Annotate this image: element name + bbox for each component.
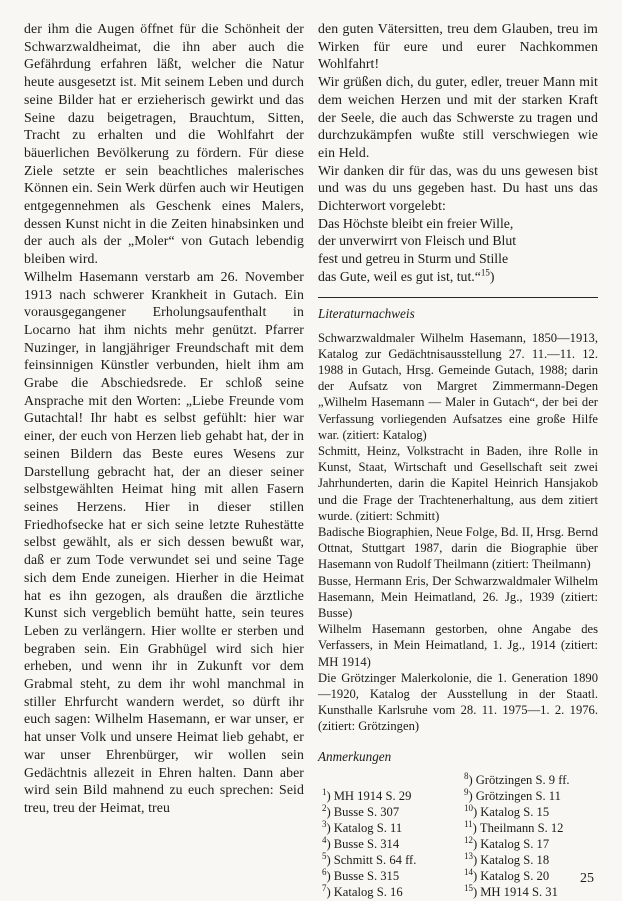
footnote-ref-paren: )	[472, 820, 477, 835]
footnote-ref-paren: )	[326, 804, 331, 819]
footnote-text: Schmitt S. 64 ff.	[333, 852, 417, 867]
poem-line: fest und getreu in Sturm und Stille	[318, 251, 509, 267]
literature-entry: Schmitt, Heinz, Volkstracht in Baden, ihre Rolle in Kunst, Staat, Wirtschaft und Gesellschaft seit zwei Jahrhunderten, darin die Kapitel Heinrich Hansjakob und die Frage der Trachtenerhaltung, aus dem zitiert wurde. (zitiert: Schmitt)	[318, 443, 598, 523]
footnote-ref-paren: )	[326, 852, 331, 867]
footnote-ref-paren: )	[473, 868, 478, 883]
poem-line: der unverwirrt von Fleisch und Blut	[318, 233, 517, 249]
left-column	[24, 20, 304, 900]
footnote-text: Katalog S. 18	[480, 852, 550, 867]
footnote-ref-paren: )	[489, 268, 495, 284]
footnote-ref-paren: )	[468, 788, 473, 803]
footnote-text: MH 1914 S. 29	[333, 788, 412, 803]
footnote-item	[464, 884, 598, 900]
footnote-item	[322, 804, 464, 820]
footnote-ref: 2	[322, 802, 327, 813]
footnote-text: Katalog S. 16	[333, 884, 403, 899]
footnote-ref: 7	[322, 882, 327, 893]
literature-heading: Literaturnachweis	[318, 305, 415, 321]
literature-entry: Die Grötzinger Malerkolonie, die 1. Generation 1890—1920, Katalog der Ausstellung in der Staatl. Kunsthalle Karlsruhe vom 28. 11. 1975—1. 2. 1976. (zitiert: Grötzingen)	[318, 670, 598, 734]
footnote-ref: 8	[464, 770, 469, 781]
footnote-text: Busse S. 314	[333, 836, 400, 851]
footnote-ref-paren: )	[326, 836, 331, 851]
footnote-ref: 14	[464, 866, 473, 877]
literature-entry: Wilhelm Hasemann gestorben, ohne Angabe des Verfassers, in Mein Heimatland, 1. Jg., 1914 (zitiert: MH 1914)	[318, 622, 598, 669]
footnote-ref-paren: )	[326, 884, 331, 899]
footnote-item	[322, 852, 464, 868]
footnote-ref: 3	[322, 818, 327, 829]
literature-entry: Schwarzwaldmaler Wilhelm Hasemann, 1850—1913, Katalog zur Gedächtnisausstellung 27. 11.—11. 12. 1988 in Gutach, Hrsg. Gemeinde Gutach, 1988; darin der Aufsatz von Margret Zimmermann-Degen „Wilhelm Hasemann — Maler in Gutach“, der bei der Verfassung vorliegenden Aufsatzes eine große Hilfe war. (zitiert: Katalog)	[318, 330, 598, 442]
footnote-item	[464, 772, 598, 788]
poem-line: Das Höchste bleibt ein freier Wille,	[318, 215, 514, 231]
footnote-item	[464, 820, 598, 836]
footnote-ref: 15	[480, 267, 490, 278]
footnote-item	[464, 788, 598, 804]
literature-list	[318, 330, 598, 735]
paragraph: Wilhelm Hasemann verstarb am 26. November 1913 nach schwerer Krankheit in Gutach. Ein vorausgegangener Erholungsaufenthalt in Locarno hat ihm nichts mehr genützt. Pfarrer Nuzinger, in langjähriger Freundschaft mit dem feinsinnigen Künstler verbunden, hielt ihm am Grabe die Abschiedsrede. Er schloß seine Ansprache mit den Worten: „Liebe Freunde vom Gutachtal! Ihr habt es selbst gefühlt: hier war einer, der euch von Herzen lieb gehabt hat, der in seinen Bildern das Beste eures Wesens zur Darstellung gebracht hat, der an dieser seiner selbstgewählten Heimat hing mit allen Fasern seines Herzens. Hier in dieser stillen Friedhofsecke hat er sich seine letzte Ruhestätte selbst gewählt, als er sich dessen bewußt war, daß er zum Tode verwundet sei und seine Tage sich dem Ende zuneigen. Hierher in die Heimat hat es ihn gezogen, als draußen die ärztliche Kunst sich vergeblich bemüht hatte, sein teures Leben zu verlängern. Hier wollte er sterben und begraben sein. Ein Grabhügel wird sich hier erheben, und wenn ihr in Zukunft vor dem Grabmal steht, zu dem ihr wohl manchmal in stiller Ehrfurcht wandern werdet, so dürft ihr euch sagen: Wilhelm Hasemann, er war unser, er hat unser Volk und unsere Heimat lieb gehabt, er war unser Ehrenbürger, wir wollen sein Gedächtnis allezeit in Ehren halten. Dann aber wird sein Bild mahnend zu euch sprechen: Seid treu, treu der Heimat, treu	[24, 268, 304, 815]
footnote-text: Katalog S. 11	[333, 820, 403, 835]
footnote-ref-paren: )	[468, 772, 473, 787]
literature-entry: Badische Biographien, Neue Folge, Bd. II, Hrsg. Bernd Ottnat, Stuttgart 1987, darin die Biographie über Hasemann von Rudolf Theilmann (zitiert: Theilmann)	[318, 524, 598, 572]
footnote-ref: 5	[322, 850, 327, 861]
footnote-text: Theilmann S. 12	[479, 820, 564, 835]
footnote-item	[322, 884, 464, 900]
footnote-ref-paren: )	[326, 820, 331, 835]
footnote-item	[322, 836, 464, 852]
footnote-text: Busse S. 315	[333, 868, 400, 883]
footnote-text: Katalog S. 20	[480, 868, 550, 883]
section-divider	[318, 297, 598, 298]
footnote-item	[322, 820, 464, 836]
footnote-text: Grötzingen S. 11	[475, 788, 561, 803]
paragraph: Wir danken dir für das, was du uns gewesen bist und was du uns gegeben hast. Du hast uns das Dichterwort vorgelebt:	[318, 162, 598, 214]
footnote-ref: 4	[322, 834, 327, 845]
footnote-item	[464, 868, 598, 884]
footnotes-left-column	[318, 772, 464, 900]
footnote-ref: 13	[464, 850, 473, 861]
poem-line-text: das Gute, weil es gut ist, tut.“	[318, 268, 481, 284]
paragraph: den guten Vätersitten, treu dem Glauben, treu im Wirken für eure und eurer Nachkommen Wohlfahrt!	[318, 21, 598, 72]
footnote-text: Katalog S. 17	[480, 836, 550, 851]
footnote-ref: 1	[322, 786, 327, 797]
footnote-text: Grötzingen S. 9 ff.	[475, 772, 570, 787]
text-columns	[24, 20, 598, 900]
footnote-ref: 15	[464, 882, 473, 893]
footnote-ref: 11	[464, 818, 473, 829]
paragraph: der ihm die Augen öffnet für die Schönheit der Schwarzwaldheimat, die ihn aber auch die Gefährdung erfahren läßt, welcher die Natur heute ausgesetzt ist. Mit seinem Leben und durch seine Bilder hat er erzieherisch gewirkt und das Seine dazu beigetragen, Brauchtum, Sitten, Tracht zu erhalten und die Wohlfahrt der bäuerlichen Bevölkerung zu fördern. Für diese Ziele setzte er sein beachtliches malerisches Können ein. Sein Werk dürfen auch wir Heutigen entgegennehmen als Geschenk eines Malers, dessen Kunst nicht in die Zeiten hinabsinken und der auch als der „Moler“ von Gutach lebendig bleiben wird.	[24, 21, 304, 267]
footnote-ref: 10	[464, 802, 473, 813]
footnote-item	[464, 852, 598, 868]
footnote-ref-paren: )	[473, 804, 478, 819]
footnote-ref-paren: )	[326, 868, 331, 883]
footnote-ref: 6	[322, 866, 327, 877]
footnote-item	[322, 868, 464, 884]
footnote-ref: 12	[464, 834, 473, 845]
right-column	[318, 20, 598, 900]
footnote-text: Katalog S. 15	[480, 804, 550, 819]
footnote-text: Busse S. 307	[333, 804, 400, 819]
footnote-item	[464, 836, 598, 852]
footnote-ref-paren: )	[473, 852, 478, 867]
notes-heading: Anmerkungen	[318, 748, 392, 764]
poem-quote	[318, 215, 598, 286]
paragraph: Wir grüßen dich, du guter, edler, treuer Mann mit dem weichen Herzen und mit der starken Kraft der Seele, die auch das Schwerste zu tragen und durchzukämpfen wußte still verschwiegen wie ein Held.	[318, 74, 598, 160]
footnote-ref: 9	[464, 786, 469, 797]
footnote-item	[464, 804, 598, 820]
literature-entry: Busse, Hermann Eris, Der Schwarzwaldmaler Wilhelm Hasemann, Mein Heimatland, 26. Jg., 1939 (zitiert: Busse)	[318, 573, 598, 620]
footnote-ref-paren: )	[473, 884, 478, 899]
footnote-ref-paren: )	[473, 836, 478, 851]
footnotes	[318, 772, 598, 900]
footnotes-right-column	[464, 772, 598, 900]
footnote-item	[322, 788, 464, 804]
page-number: 25	[580, 871, 594, 886]
poem-line	[318, 268, 598, 286]
footnote-text: MH 1914 S. 31	[480, 884, 558, 899]
footnote-ref-paren: )	[326, 788, 331, 803]
